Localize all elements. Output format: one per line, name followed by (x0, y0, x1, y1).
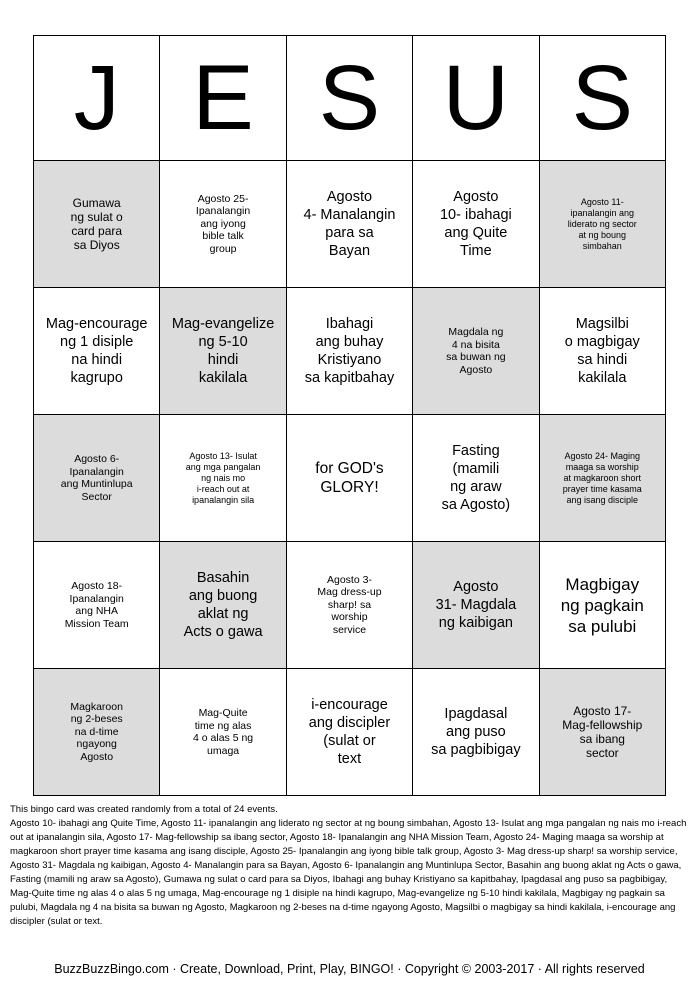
card-row (34, 288, 666, 415)
bingo-cell-text: for GOD's GLORY! (315, 459, 384, 496)
header-row (34, 36, 666, 161)
header-letter: U (413, 36, 539, 161)
bingo-cell-text: Agosto 10- ibahagi ang Quite Time (439, 189, 512, 259)
bingo-cell (413, 415, 539, 542)
bingo-cell-text: i-encourage ang discipler (sulat or text (308, 697, 391, 767)
bingo-cell-text: Fasting (mamili ng araw sa Agosto) (441, 443, 511, 513)
header-letter: S (286, 36, 412, 161)
bingo-cell-text: Agosto 31- Magdala ng kaibigan (435, 579, 517, 631)
bingo-cell-text: Gumawa ng sulat o card para sa Diyos (70, 196, 123, 252)
bingo-cell (286, 542, 412, 669)
bingo-cell-text: Agosto 25- Ipanalangin ang iyong bible talk group (195, 192, 251, 255)
bingo-cell (413, 542, 539, 669)
card-row (34, 542, 666, 669)
bingo-cell (539, 288, 665, 415)
card-body (34, 161, 666, 796)
bingo-cell-text: Magdala ng 4 na bisita sa buwan ng Agosto (446, 326, 506, 376)
bingo-cell-text: Magkaroon ng 2-beses na d-time ngayong Agosto (70, 700, 123, 763)
bingo-cell-text: Agosto 24- Maging maaga sa worship at magkaroon short prayer time kasama ang isang disciple (562, 450, 642, 505)
bingo-cell-text: Agosto 3- Mag dress-up sharp! sa worship service (317, 573, 382, 636)
bingo-cell (286, 669, 412, 796)
bingo-cell (34, 161, 160, 288)
header-letter: E (160, 36, 286, 161)
notes-event-list: Agosto 10- ibahagi ang Quite Time, Agosto 11- ipanalangin ang liderato ng sector at ng boung simbahan, Agosto 13- Isulat ang mga pangalan ng nais mo i-reach out at ipanalangin sila, Agosto 17- Mag-fellowship sa ibang sector, Agosto 18- Ipanalangin ang NHA Mission Team, Agosto 24- Maging maaga sa worship at magkaroon short prayer time kasama ang isang disciple, Agosto 25- Ipanalangin ang iyong bible talk group, Agosto 3- Mag dress-up sharp! sa worship service, Agosto 31- Magdala ng kaibigan, Agosto 4- Manalangin para sa Bayan, Agosto 6- Ipanalangin ang Muntinlupa Sector, Basahin ang buong aklat ng Acts o gawa, Fasting (mamili ng araw sa Agosto), Gumawa ng sulat o card para sa Diyos, Ibahagi ang buhay Kristiyano sa kapitbahay, Ipagdasal ang puso sa pagbibigay, Mag-Quite time ng alas 4 o alas 5 ng umaga, Mag-encourage ng 1 disiple na hindi kagrupo, Mag-evangelize ng 5-10 hindi kakilala, Magbigay ng pagkain sa pulubi, Magdala ng 4 na bisita sa buwan ng Agosto, Magkaroon ng 2-beses na d-time ngayong Agosto, Magsilbi o magbigay sa hindi kakilala, i-encourage ang discipler (sulat or text. (10, 818, 687, 927)
bingo-card (33, 35, 666, 796)
bingo-cell-text: Agosto 18- Ipanalangin ang NHA Mission Team (64, 580, 129, 630)
bingo-cell (413, 161, 539, 288)
bingo-cell (286, 415, 412, 542)
bingo-cell (539, 415, 665, 542)
bingo-cell-text: Magbigay ng pagkain sa pulubi (560, 574, 644, 636)
bingo-cell-text: Ipagdasal ang puso sa pagbibigay (431, 706, 521, 758)
bingo-cell-text: Magsilbi o magbigay sa hindi kakilala (564, 316, 640, 386)
bingo-cell (286, 161, 412, 288)
bingo-cell-text: Agosto 6- Ipanalangin ang Muntinlupa Sector (60, 453, 133, 503)
bingo-cell (413, 288, 539, 415)
bingo-cell (539, 161, 665, 288)
bingo-cell-text: Ibahagi ang buhay Kristiyano sa kapitbahay (304, 316, 395, 386)
bingo-cell-text: Mag-Quite time ng alas 4 o alas 5 ng umaga (193, 707, 254, 757)
bingo-cell-text: Mag-evangelize ng 5-10 hindi kakilala (171, 316, 275, 386)
header-letter: J (34, 36, 160, 161)
bingo-cell (286, 288, 412, 415)
bingo-cell (34, 415, 160, 542)
header-letter: S (539, 36, 665, 161)
bingo-cell (539, 669, 665, 796)
bingo-cell-text: Agosto 4- Manalangin para sa Bayan (303, 189, 396, 259)
bingo-cell (34, 669, 160, 796)
bingo-cell (413, 669, 539, 796)
bingo-cell (160, 161, 286, 288)
bingo-cell-text: Agosto 17- Mag-fellowship sa ibang sector (562, 704, 643, 760)
bingo-cell-text: Agosto 11- ipanalangin ang liderato ng sector at ng boung simbahan (567, 196, 637, 251)
card-row (34, 161, 666, 288)
bingo-cell-text: Agosto 13- Isulat ang mga pangalan ng nais mo i-reach out at ipanalangin sila (185, 450, 261, 505)
bingo-cell (160, 415, 286, 542)
bingo-cell (160, 542, 286, 669)
footer: BuzzBuzzBingo.com · Create, Download, Print, Play, BINGO! · Copyright © 2003-2017 · All rights reserved (54, 962, 645, 976)
bingo-cell-text: Mag-encourage ng 1 disiple na hindi kagrupo (45, 316, 148, 386)
bingo-cell (34, 542, 160, 669)
event-notes (10, 803, 690, 929)
bingo-cell (160, 288, 286, 415)
card-row (34, 415, 666, 542)
card-row (34, 669, 666, 796)
bingo-cell (160, 669, 286, 796)
bingo-cell (34, 288, 160, 415)
notes-intro: This bingo card was created randomly from a total of 24 events. (10, 804, 278, 815)
bingo-cell (539, 542, 665, 669)
bingo-cell-text: Basahin ang buong aklat ng Acts o gawa (183, 570, 263, 640)
